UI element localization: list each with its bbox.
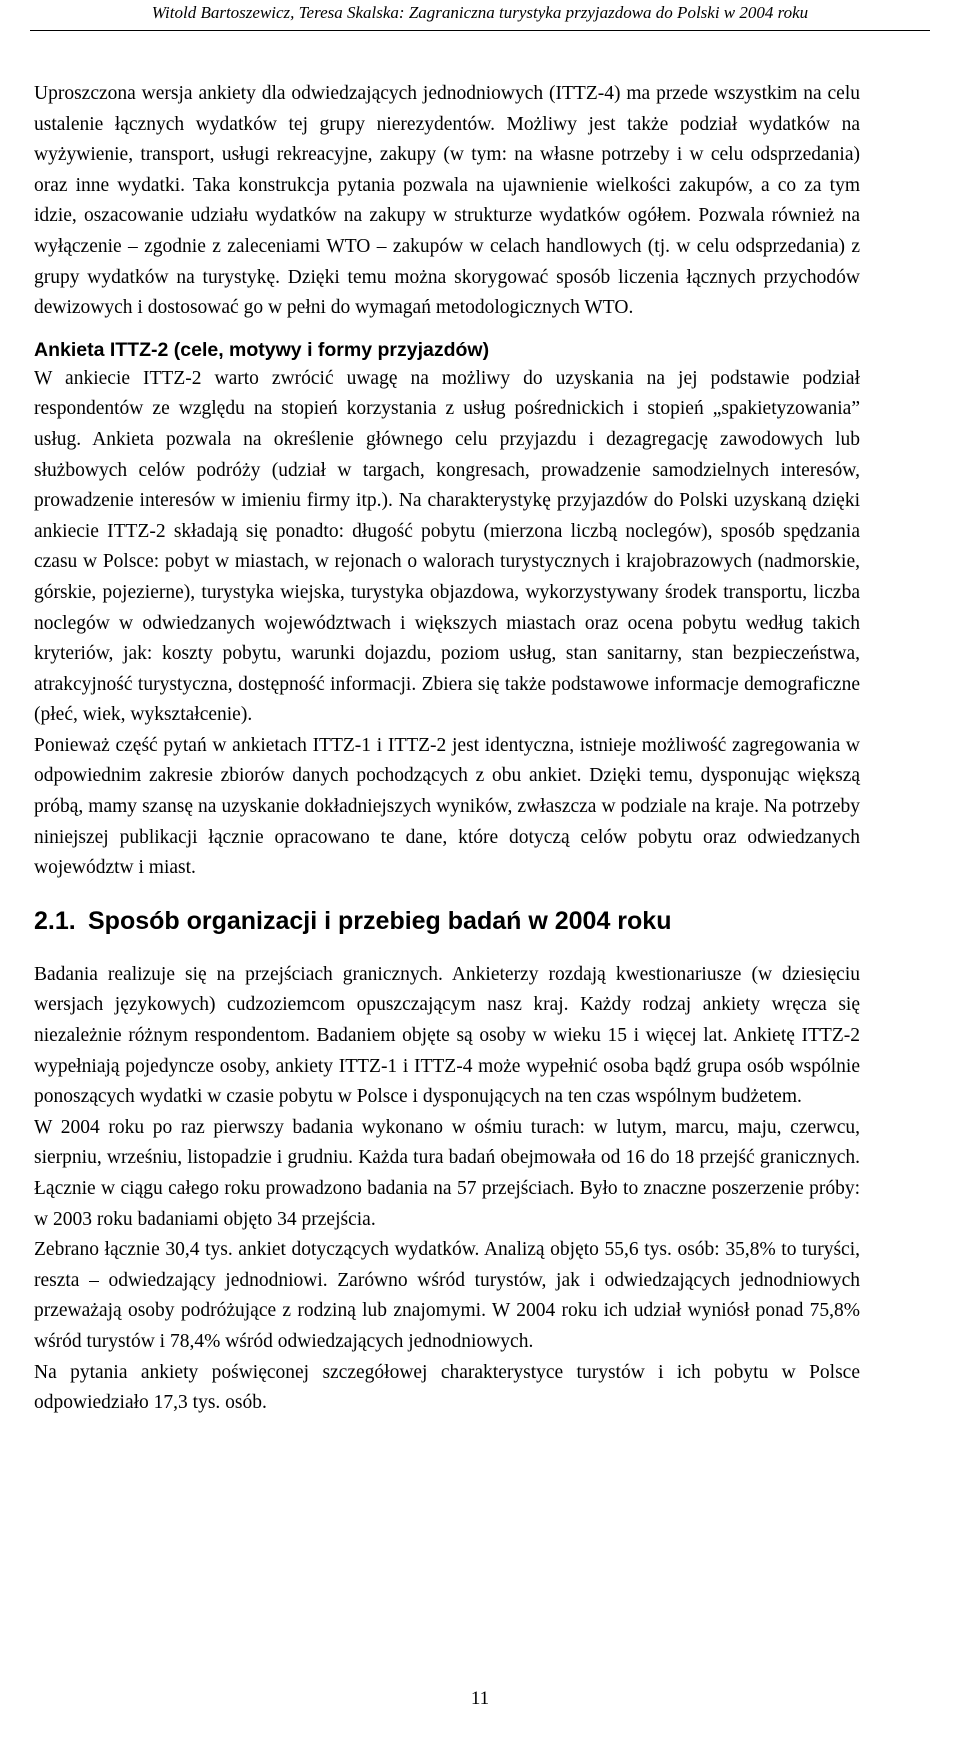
paragraph-ittz4: Uproszczona wersja ankiety dla odwiedzających jednodniowych (ITTZ-4) ma przede wszystkim na celu ustalenie łącznych wydatków tej grupy nierezydentów. Możliwy jest także podział wydatków na wyżywienie, transport, usługi rekreacyjne, zakupy (w tym: na własne potrzeby i w celu odsprzedania) oraz inne wydatki. Taka konstrukcja pytania pozwala na ujawnienie wielkości zakupów, a co za tym idzie, oszacowanie udziału wydatków na zakupy w strukturze wydatków ogółem. Pozwala również na wyłączenie – zgodnie z zaleceniami WTO – zakupów w celach handlowych (tj. w celu odsprzedania) z grupy wydatków na turystykę. Dzięki temu można skorygować sposób liczenia łącznych przychodów dewizowych i dostosować go w pełni do wymagań metodologicznych WTO. bbox=[34, 83, 860, 319]
section-heading bbox=[34, 904, 860, 938]
page-body bbox=[34, 79, 860, 1419]
section-title: Sposób organizacji i przebieg badań w 2004 roku bbox=[88, 906, 672, 935]
running-header: Witold Bartoszewicz, Teresa Skalska: Zagraniczna turystyka przyjazdowa do Polski w 2004 roku bbox=[151, 3, 809, 22]
subheading-ittz2: Ankieta ITTZ-2 (cele, motywy i formy przyjazdów) bbox=[34, 338, 490, 361]
paragraph-survey-method: Badania realizuje się na przejściach granicznych. Ankieterzy rozdają kwestionariusze (w dziesięciu wersjach językowych) cudzoziemcom opuszczającym nasz kraj. Każdy rodzaj ankiety wręcza się niezależnie różnym respondentom. Badaniem objęte są osoby w wieku 15 i więcej lat. Ankietę ITTZ-2 wypełniają pojedyncze osoby, ankiety ITTZ-1 i ITTZ-4 może wypełnić osoba bądź grupa osób wspólnie ponoszących wydatki w czasie pobytu w Polsce i dysponujących na ten czas wspólnym budżetem. bbox=[34, 963, 860, 1108]
paragraph-aggregation: Ponieważ część pytań w ankietach ITTZ-1 i ITTZ-2 jest identyczna, istnieje możliwość zagregowania w odpowiednim zakresie zbiorów danych pochodzących z obu ankiet. Dzięki temu, dysponując większą próbą, mamy szansę na uzyskanie dokładniejszych wyników, zwłaszcza w podziale na kraje. Na potrzeby niniejszej publikacji łącznie opracowano te dane, które dotyczą celów pobytu oraz odwiedzanych województw i miast. bbox=[34, 734, 860, 879]
paragraph-survey-rounds: W 2004 roku po raz pierwszy badania wykonano w ośmiu turach: w lutym, marcu, maju, czerwcu, sierpniu, wrześniu, listopadzie i grudniu. Każda tura badań obejmowała od 16 do 18 przejść granicznych. Łącznie w ciągu całego roku prowadzono badania na 57 przejściach. Było to znaczne poszerzenie próby: w 2003 roku badaniami objęto 34 przejścia. bbox=[34, 1116, 860, 1230]
section-number: 2.1. bbox=[34, 906, 76, 935]
page-number: 11 bbox=[470, 1688, 490, 1709]
paragraph-survey-counts: Zebrano łącznie 30,4 tys. ankiet dotyczących wydatków. Analizą objęto 55,6 tys. osób: 35,8% to turyści, reszta – odwiedzający jednodniowi. Zarówno wśród turystów, jak i odwiedzających jednodniowych przeważają osoby podróżujące z rodziną lub znajomymi. W 2004 roku ich udział wyniósł ponad 75,8% wśród turystów i 78,4% wśród odwiedzających jednodniowych. bbox=[34, 1239, 860, 1352]
paragraph-ittz2-description: W ankiecie ITTZ-2 warto zwrócić uwagę na możliwy do uzyskania na jej podstawie podział respondentów ze względu na stopień korzystania z usług pośrednickich i stopień „spakietyzowania” usług. Ankieta pozwala na określenie głównego celu przyjazdu i dezagregację zawodowych lub służbowych celów podróży (udział w targach, kongresach, prowadzenie samodzielnych interesów, prowadzenie interesów w imieniu firmy itp.). Na charakterystykę przyjazdów do Polski uzyskaną dzięki ankiecie ITTZ-2 składają się ponadto: długość pobytu (mierzona liczbą noclegów), sposób spędzania czasu w Polsce: pobyt w miastach, w rejonach o walorach turystycznych i krajobrazowych (nadmorskie, górskie, pojezierne), turystyka wiejska, turystyka objazdowa, wykorzystywany środek transportu, liczba noclegów w odwiedzanych województwach i większych miastach oraz ocena pobytu według takich kryteriów, jak: koszty pobytu, warunki dojazdu, poziom usług, stan sanitarny, stan bezpieczeństwa, atrakcyjność turystyczna, dostępność informacji. Zbiera się także podstawowe informacje demograficzne (płeć, wiek, wykształcenie). bbox=[34, 367, 860, 726]
header-rule bbox=[30, 30, 930, 31]
paragraph-respondents: Na pytania ankiety poświęconej szczegółowej charakterystyce turystów i ich pobytu w Polsce odpowiedziało 17,3 tys. osób. bbox=[34, 1361, 860, 1414]
